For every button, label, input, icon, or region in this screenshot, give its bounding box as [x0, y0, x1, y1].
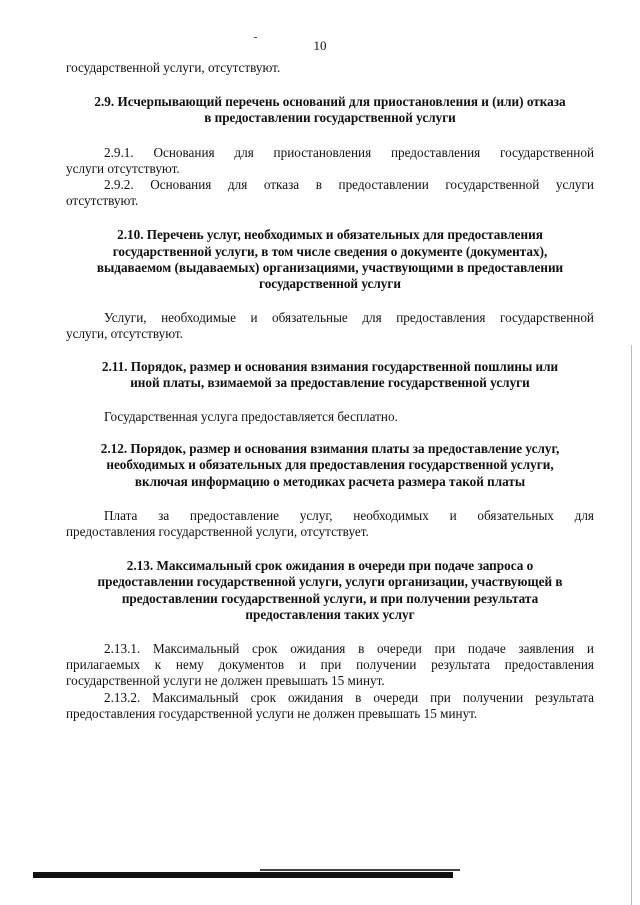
- paragraph-line: 2.9.2. Основания для отказа в предоставлении государственной услуги: [104, 177, 594, 193]
- section-heading-line: иной платы, взимаемой за предоставление государственной услуги: [130, 374, 530, 390]
- paragraph-line: государственной услуги не должен превышать 15 минут.: [66, 673, 385, 689]
- section-heading-line: необходимых и обязательных для предоставления государственной услуги,: [106, 457, 554, 473]
- section-heading-line: предоставления таких услуг: [245, 606, 415, 622]
- section-2-13: [66, 558, 594, 722]
- section-heading-line: 2.9. Исчерпывающий перечень оснований для приостановления и (или) отказа: [94, 94, 566, 110]
- paragraph-line: 2.13.2. Максимальный срок ожидания в очереди при получении результата: [104, 689, 594, 705]
- paragraph-line: предоставления государственной услуги, отсутствует.: [66, 524, 369, 540]
- intro-line: государственной услуги, отсутствуют.: [66, 60, 281, 75]
- page-number: 10: [313, 38, 327, 53]
- section-2-9: [66, 94, 594, 209]
- paragraph-line: прилагаемых к нему документов и при получении результата предоставления: [66, 657, 594, 673]
- section-heading-line: государственной услуги: [259, 276, 401, 292]
- section-heading-line: 2.11. Порядок, размер и основания взимания государственной пошлины или: [101, 358, 559, 374]
- paragraph-line: услуги отсутствуют.: [66, 160, 180, 176]
- section-2-12: [66, 441, 594, 540]
- section-2-11: [66, 359, 594, 426]
- scan-edge-line: [631, 345, 632, 905]
- section-heading-line: в предоставлении государственной услуги: [204, 110, 456, 126]
- paragraph-line: 2.13.1. Максимальный срок ожидания в очереди при подаче заявления и: [104, 641, 594, 657]
- section-heading-line: 2.10. Перечень услуг, необходимых и обязательных для предоставления: [117, 227, 543, 243]
- section-2-10: [66, 227, 594, 342]
- section-heading-line: предоставлении государственной услуги, услуги организации, участвующей в: [97, 574, 563, 590]
- paragraph-line: Государственная услуга предоставляется бесплатно.: [104, 409, 398, 425]
- paragraph-line: предоставления государственной услуги не должен превышать 15 минут.: [66, 705, 478, 721]
- paragraph-line: 2.9.1. Основания для приостановления предоставления государственной: [104, 144, 594, 160]
- section-heading-line: 2.13. Максимальный срок ожидания в очереди при подаче запроса о: [126, 558, 534, 574]
- section-heading-line: 2.12. Порядок, размер и основания взимания платы за предоставление услуг,: [100, 441, 560, 457]
- document-body: [66, 60, 594, 722]
- scan-bottom-line: [260, 869, 460, 871]
- paragraph-line: отсутствуют.: [66, 193, 139, 209]
- paragraph-line: Услуги, необходимые и обязательные для предоставления государственной: [104, 310, 594, 326]
- scan-bottom-bar: [33, 872, 453, 878]
- paragraph-line: Плата за предоставление услуг, необходимых и обязательных для: [104, 507, 594, 523]
- section-heading-line: выдаваемом (выдаваемых) организациями, участвующими в предоставлении: [96, 259, 564, 275]
- section-heading-line: предоставлении государственной услуги, и при получении результата: [121, 590, 539, 606]
- paragraph-line: услуги, отсутствуют.: [66, 326, 183, 342]
- section-heading-line: государственной услуги, в том числе сведения о документе (документах),: [112, 243, 548, 259]
- section-heading-line: включая информацию о методиках расчета размера такой платы: [134, 473, 526, 489]
